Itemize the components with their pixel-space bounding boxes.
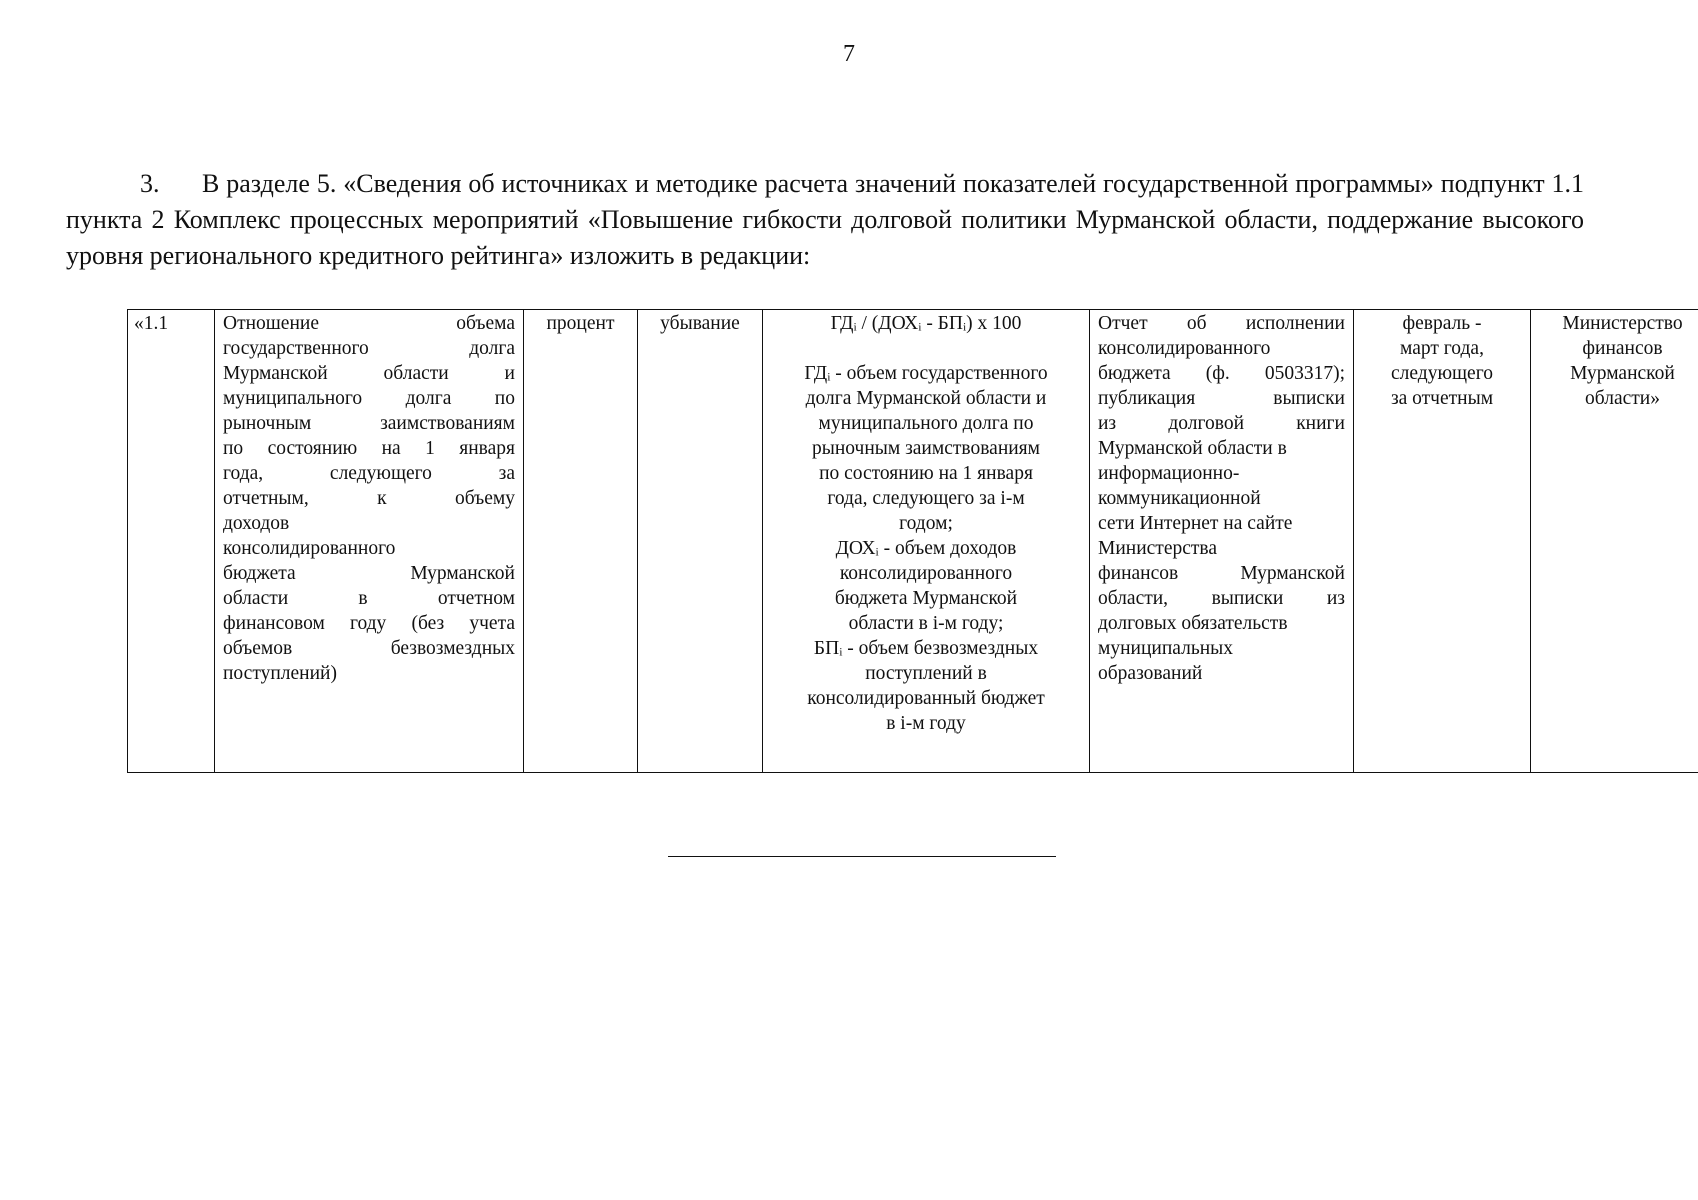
source-line: сети Интернет на сайте	[1098, 513, 1293, 534]
source-line: Министерства	[1098, 538, 1218, 559]
formula-spacer	[771, 336, 1081, 361]
end-separator-line	[668, 856, 1056, 857]
source-line: из долговой книги	[1098, 413, 1345, 434]
cell-formula	[763, 310, 1090, 773]
source-line: муниципальных	[1098, 638, 1234, 659]
indicator-line: года, следующего за	[223, 463, 515, 484]
source-line: образований	[1098, 663, 1203, 684]
formula-description-line: в i-м году	[886, 713, 966, 734]
cell-source	[1090, 310, 1354, 773]
unit-text: процент	[546, 313, 615, 334]
cell-unit	[524, 310, 638, 773]
formula-description-line: области в i-м году;	[848, 613, 1004, 634]
formula-description-line: бюджета Мурманской	[834, 588, 1018, 609]
formula-description-line: ГДᵢ - объем государственного	[804, 363, 1048, 384]
page-number: 7	[843, 41, 855, 67]
source-line: Отчет об исполнении	[1098, 313, 1345, 334]
indicator-line: Мурманской области и	[223, 363, 515, 384]
indicator-line: отчетным, к объему	[223, 488, 515, 509]
formula-description-line: по состоянию на 1 января	[819, 463, 1033, 484]
period-line: март года,	[1400, 338, 1484, 359]
source-line: информационно-	[1098, 463, 1240, 484]
responsible-line: финансов	[1582, 338, 1663, 359]
source-line: публикация выписки	[1098, 388, 1345, 409]
formula-description-line: долга Мурманской области и	[805, 388, 1047, 409]
source-line: бюджета (ф. 0503317);	[1098, 363, 1345, 384]
formula-description-line: БПᵢ - объем безвозмездных	[813, 638, 1039, 659]
source-line: долговых обязательств	[1098, 613, 1288, 634]
cell-number	[128, 310, 215, 773]
table-row	[128, 310, 1698, 773]
source-line: коммуникационной	[1098, 488, 1261, 509]
indicator-line: по состоянию на 1 января	[223, 438, 515, 459]
period-line: за отчетным	[1390, 388, 1494, 409]
source-line: финансов Мурманской	[1098, 563, 1345, 584]
indicator-table-wrapper	[127, 309, 1683, 773]
indicator-table	[127, 309, 1698, 773]
cell-responsible	[1531, 310, 1698, 773]
formula-description-line: ДОХᵢ - объем доходов	[835, 538, 1017, 559]
source-line: Мурманской области в	[1098, 438, 1287, 459]
indicator-line: бюджета Мурманской	[223, 563, 515, 584]
responsible-line: области»	[1585, 388, 1660, 409]
indicator-line: государственного долга	[223, 338, 515, 359]
formula-description-line: рыночным заимствованиям	[811, 438, 1040, 459]
indicator-line: Отношение объема	[223, 313, 515, 334]
formula-description-line: года, следующего за i-м	[827, 488, 1025, 509]
indicator-line: консолидированного	[223, 538, 396, 559]
indicator-line: финансовом году (без учета	[223, 613, 515, 634]
formula-description-line: консолидированного	[839, 563, 1013, 584]
row-number: «1.1	[134, 313, 169, 334]
formula-description-line: поступлений в	[865, 663, 987, 684]
source-line: области, выписки из	[1098, 588, 1345, 609]
period-line: февраль -	[1402, 313, 1482, 334]
responsible-line: Мурманской	[1570, 363, 1675, 384]
intro-paragraph	[66, 166, 1584, 274]
cell-trend	[638, 310, 763, 773]
intro-text: В разделе 5. «Сведения об источниках и методике расчета значений показателей государственной программы» подпункт 1.1 пункта 2 Комплекс процессных мероприятий «Повышение гибкости долговой политики Мурманской области, поддержание высокого уровня регионального кредитного рейтинга» изложить в редакции:	[66, 169, 1584, 270]
formula-description-line: консолидированный бюджет	[807, 688, 1045, 709]
source-line: консолидированного	[1098, 338, 1271, 359]
indicator-line: области в отчетном	[223, 588, 515, 609]
period-line: следующего	[1391, 363, 1493, 384]
responsible-line: Министерство	[1562, 313, 1683, 334]
indicator-line: поступлений)	[223, 663, 337, 684]
formula-description-line: муниципального долга по	[818, 413, 1034, 434]
formula-text: ГДᵢ / (ДОХᵢ - БПᵢ) х 100	[830, 313, 1022, 334]
trend-text: убывание	[660, 313, 740, 334]
indicator-line: доходов	[223, 513, 290, 534]
indicator-line: рыночным заимствованиям	[223, 413, 515, 434]
cell-period	[1354, 310, 1531, 773]
indicator-line: объемов безвозмездных	[223, 638, 515, 659]
indicator-line: муниципального долга по	[223, 388, 515, 409]
item-number: 3.	[140, 169, 160, 198]
formula-description-line: годом;	[899, 513, 953, 534]
cell-indicator	[215, 310, 524, 773]
